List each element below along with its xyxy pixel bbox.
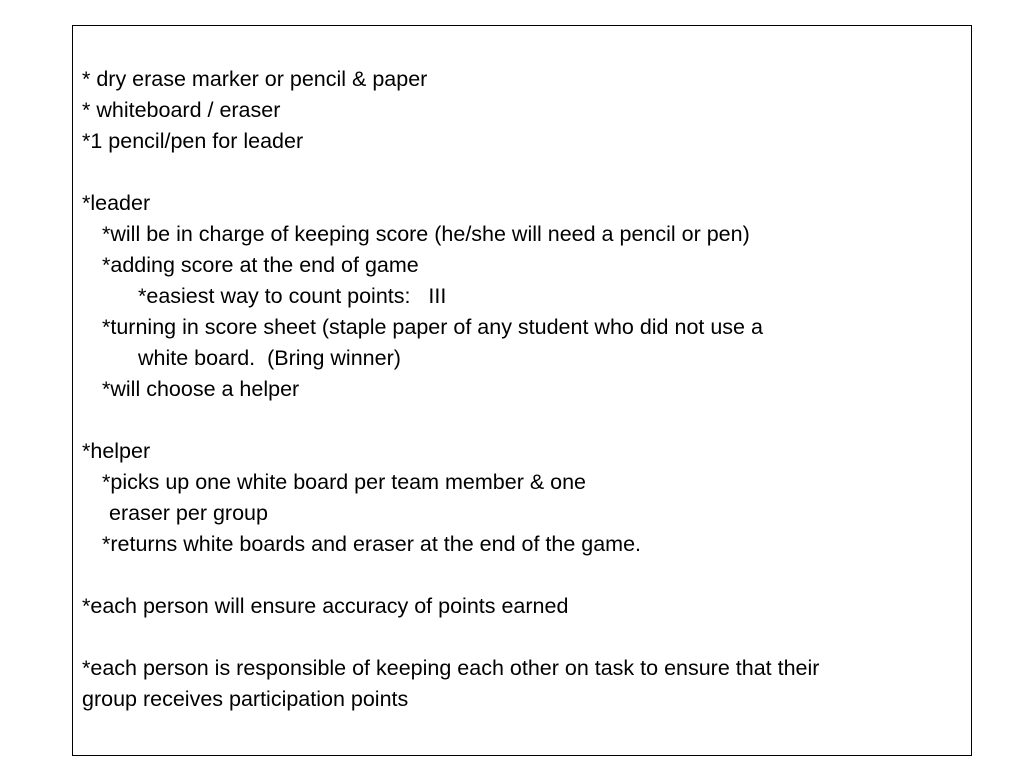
supply-item: * whiteboard / eraser bbox=[82, 98, 281, 122]
helper-heading: *helper bbox=[82, 439, 151, 463]
leader-duty-keeping-score: *will be in charge of keeping score (he/she will need a pencil or pen) bbox=[102, 222, 750, 246]
leader-count-points-tip: *easiest way to count points: III bbox=[138, 284, 447, 308]
each-person-on-task-cont: group receives participation points bbox=[82, 687, 409, 711]
helper-duty-returns: *returns white boards and eraser at the end of the game. bbox=[102, 532, 642, 556]
leader-heading: *leader bbox=[82, 191, 151, 215]
leader-duty-turning-in: *turning in score sheet (staple paper of any student who did not use a bbox=[102, 315, 763, 339]
spacer bbox=[82, 622, 966, 653]
supply-item: * dry erase marker or pencil & paper bbox=[82, 67, 428, 91]
each-person-accuracy: *each person will ensure accuracy of points earned bbox=[82, 594, 569, 618]
spacer bbox=[82, 405, 966, 436]
supply-item: *1 pencil/pen for leader bbox=[82, 129, 304, 153]
spacer bbox=[82, 157, 966, 188]
spacer bbox=[82, 560, 966, 591]
instructions-text bbox=[82, 64, 966, 715]
helper-duty-pickup: *picks up one white board per team member & one bbox=[102, 470, 587, 494]
each-person-on-task: *each person is responsible of keeping each other on task to ensure that their bbox=[82, 656, 820, 680]
leader-duty-choose-helper: *will choose a helper bbox=[102, 377, 300, 401]
leader-duty-turning-in-cont: white board. (Bring winner) bbox=[138, 346, 401, 370]
leader-duty-adding-score: *adding score at the end of game bbox=[102, 253, 419, 277]
helper-duty-pickup-cont: eraser per group bbox=[109, 501, 268, 525]
